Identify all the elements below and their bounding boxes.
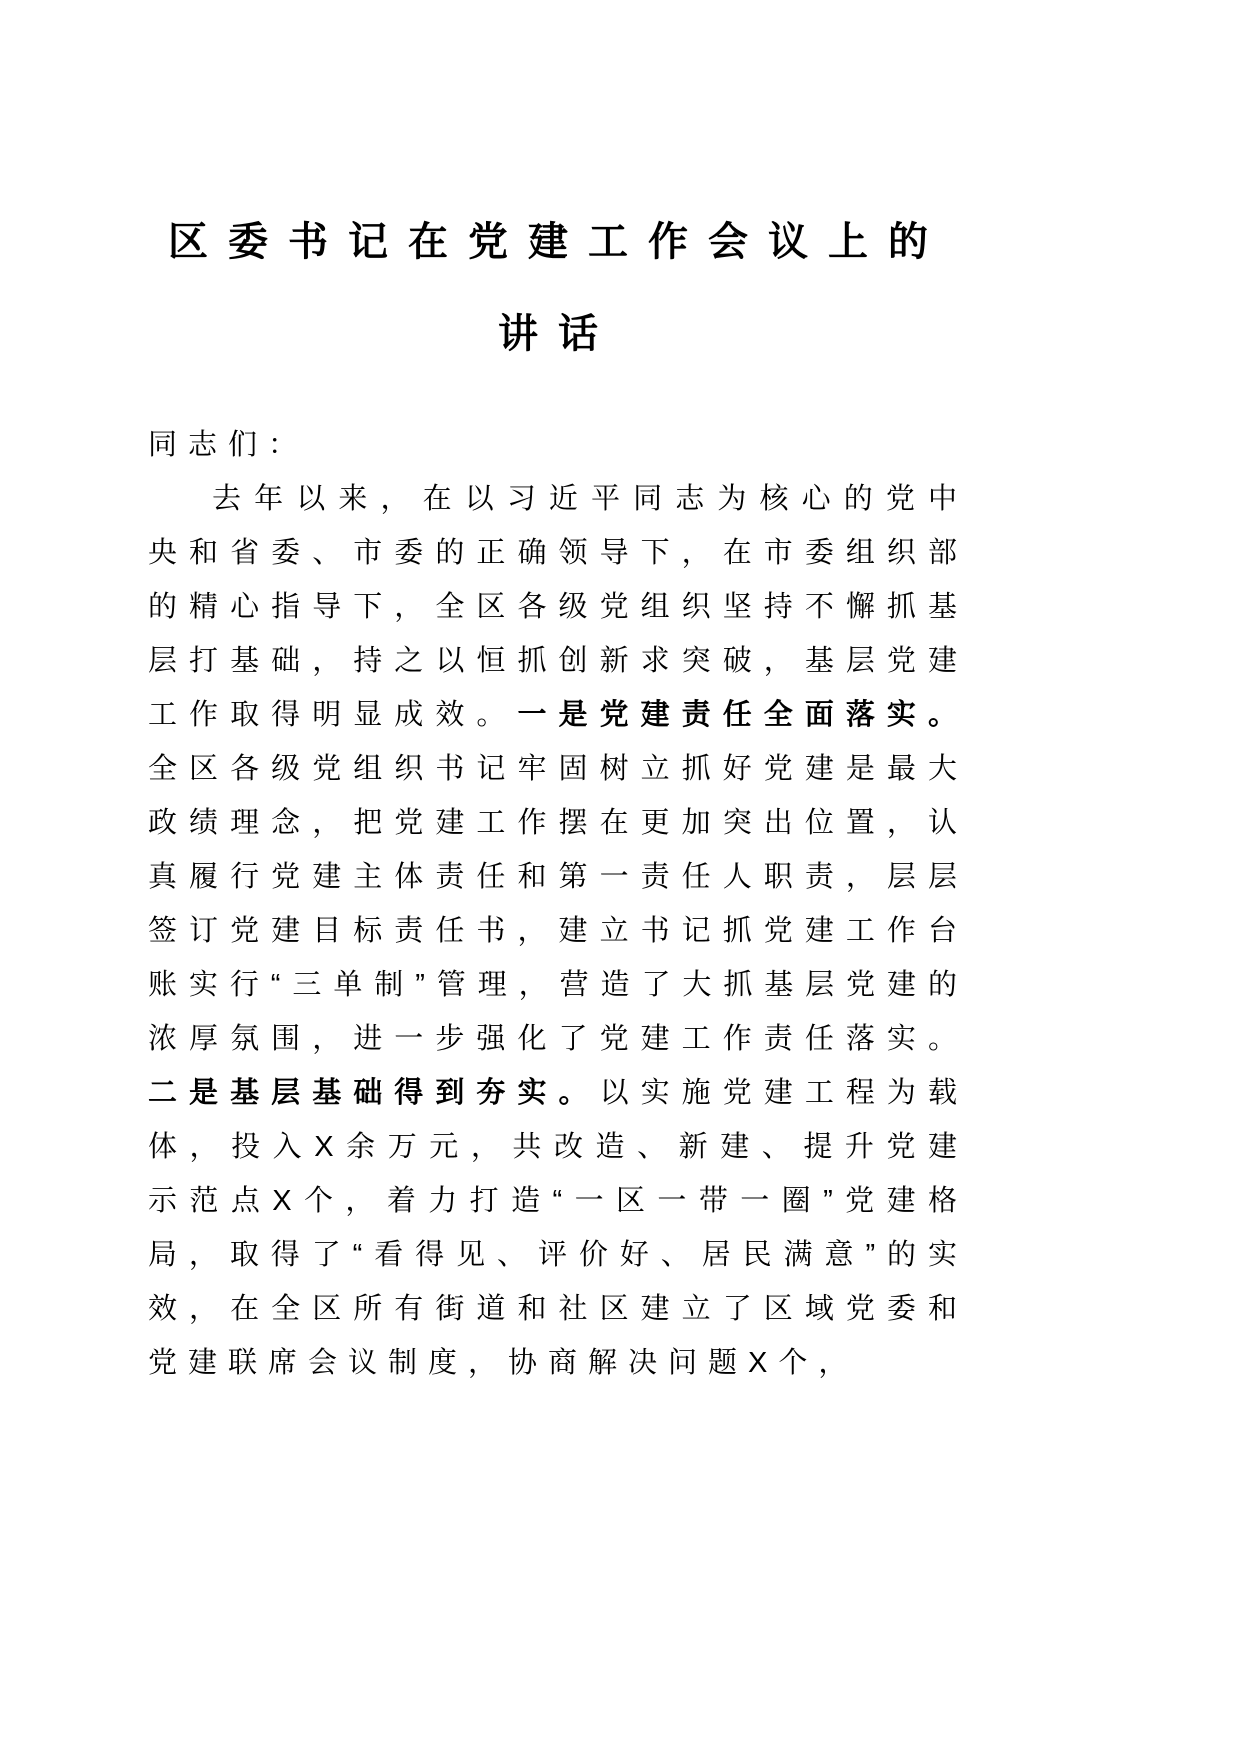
document-title (148, 196, 968, 380)
title-line-1: 区委书记在党建工作会议上的 (168, 220, 948, 264)
paragraph-run: 以实施党建工程为载体，投入X余万元，共改造、新建、提升党建示范点X个，着力打造“一区一带一圈”党建格局，取得了“看得见、评价好、居民满意”的实效，在全区所有街道和社区建立了区域党委和党建联席会议制度，协商解决问题X个， (148, 1077, 968, 1379)
paragraph-run: 去年以来，在以习近平同志为核心的党中央和省委、市委的正确领导下，在市委组织部的精心指导下，全区各级党组织坚持不懈抓基层打基础，持之以恒抓创新求突破，基层党建工作取得明显成效。 (148, 483, 968, 731)
title-line-2: 讲话 (498, 312, 618, 356)
salutation: 同志们： (148, 429, 309, 461)
document-body (148, 418, 968, 1390)
paragraph-run: 全区各级党组织书记牢固树立抓好党建是最大政绩理念，把党建工作摆在更加突出位置，认真履行党建主体责任和第一责任人职责，层层签订党建目标责任书，建立书记抓党建工作台账实行“三单制”管理，营造了大抓基层党建的浓厚氛围，进一步强化了党建工作责任落实。 (148, 753, 968, 1055)
inline-heading-run-second: 二是基层基础得到夯实。 (148, 1077, 600, 1109)
body-paragraph (148, 472, 968, 1390)
inline-heading-run-first: 一是党建责任全面落实。 (517, 699, 968, 731)
